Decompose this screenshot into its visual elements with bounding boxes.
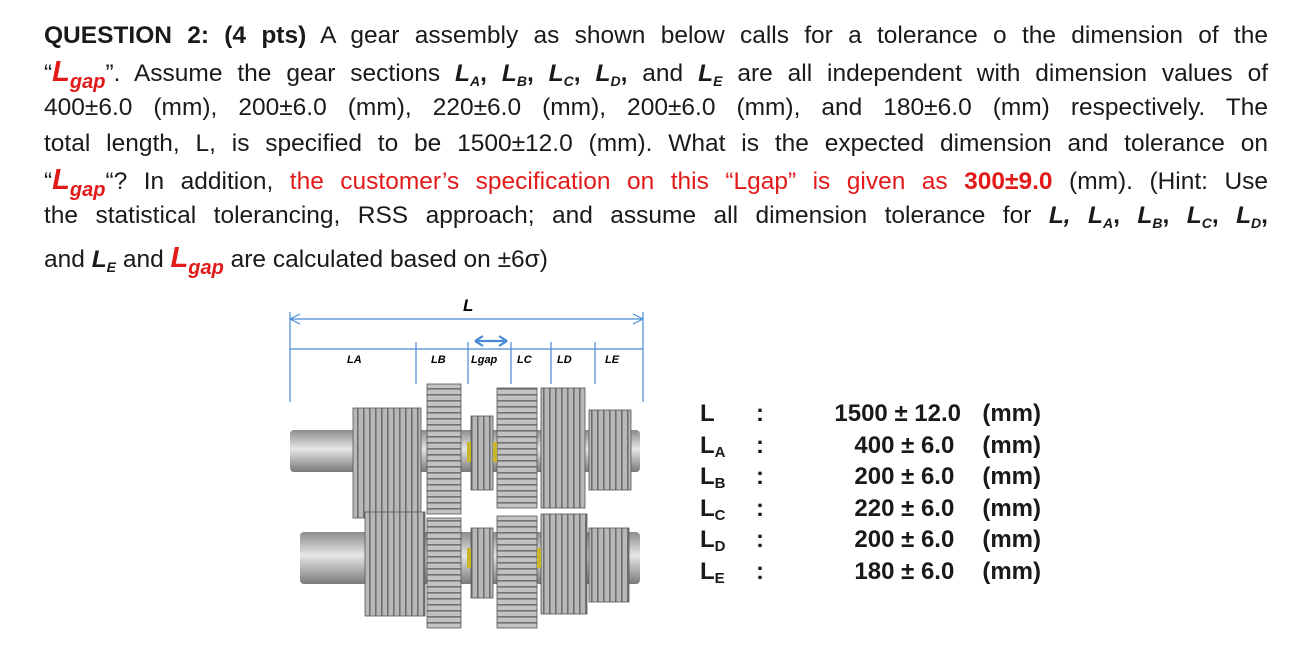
dimension-name: $L_B$	[700, 463, 726, 492]
segment-labels	[347, 354, 620, 366]
question-line-5: “$L_{gap}“$? In addition, the customer’s specification on this “Lgap” is given as 300±9.0 (mm). (Hint: Use	[44, 164, 1269, 201]
svg-text:LB: LB	[431, 354, 446, 366]
dimension-value: 180 ± 6.0	[854, 557, 961, 585]
dimension-colon: :	[756, 526, 764, 553]
dimension-value: 220 ± 6.0	[854, 494, 961, 522]
customer-spec-text: the customer’s specification on this “Lgap” is given as	[289, 168, 948, 195]
question-line-4: total length, L, is specified to be 1500±12.0 (mm). What is the expected dimension and tolerance on	[44, 130, 1268, 157]
dimension-unit: (mm)	[982, 526, 1041, 553]
dimension-value: 200 ± 6.0	[854, 463, 961, 490]
question-line-2: “$L_{gap}$”. Assume the gear sections $L_A$, $L_B$, $L_C$, $L_D$, and $L_E$ are all independent with dimension values of	[44, 56, 1268, 93]
dimension-row	[700, 430, 1041, 462]
dimension-value: 1500 ± 12.0	[834, 400, 961, 427]
lgap-symbol: $L_{gap}$	[52, 56, 106, 93]
gear-assembly-figure	[285, 292, 665, 642]
question-label: QUESTION 2: (4 pts)	[44, 22, 307, 49]
total-length-label: L	[463, 296, 474, 315]
dimension-colon: :	[756, 400, 764, 427]
svg-text:LE: LE	[605, 354, 620, 366]
question-line-1: QUESTION 2: (4 pts) A gear assembly as shown below calls for a tolerance o the dimension of the	[44, 22, 1268, 49]
svg-text:Lgap: Lgap	[471, 354, 498, 366]
dimension-name: L	[700, 400, 715, 427]
dimension-name: $L_C$	[700, 494, 726, 524]
svg-text:LA: LA	[347, 354, 362, 366]
dimension-name: $L_A$	[700, 431, 726, 461]
shafts	[290, 430, 640, 584]
svg-text:LD: LD	[557, 354, 572, 366]
dimension-row	[700, 461, 1041, 493]
dimension-value: 200 ± 6.0	[854, 526, 961, 553]
question-line-7: and $L_E$ and $L_{gap}$ are calculated based on ±6σ)	[44, 242, 548, 279]
dimension-row	[700, 556, 1041, 588]
upper-gears	[353, 384, 631, 518]
dimension-name: $L_D$	[700, 526, 726, 555]
dimension-row	[700, 398, 1041, 430]
dimension-colon: :	[756, 431, 764, 459]
dimension-table	[700, 398, 1041, 587]
lower-gears	[365, 512, 629, 628]
dimension-unit: (mm)	[982, 400, 1041, 427]
question-line-6: the statistical tolerancing, RSS approach; and assume all dimension tolerance for L, $L_A$, $L_B$, $L_C$, $L_D$,	[44, 202, 1268, 231]
spec-value: 300±9.0	[964, 168, 1053, 195]
dimension-row	[700, 493, 1041, 525]
dimension-row	[700, 524, 1041, 556]
dimension-unit: (mm)	[982, 463, 1041, 490]
dimension-name: $L_E$	[700, 557, 725, 587]
dimension-colon: :	[756, 494, 764, 522]
dimension-lines	[290, 312, 643, 402]
dimension-colon: :	[756, 557, 764, 585]
question-line-3: 400±6.0 (mm), 200±6.0 (mm), 220±6.0 (mm), 200±6.0 (mm), and 180±6.0 (mm) respectively. The	[44, 94, 1268, 121]
dimension-unit: (mm)	[982, 494, 1041, 522]
dimension-value: 400 ± 6.0	[854, 431, 961, 459]
dimension-unit: (mm)	[982, 557, 1041, 585]
dimension-colon: :	[756, 463, 764, 490]
dimension-unit: (mm)	[982, 431, 1041, 459]
question-text	[44, 18, 1269, 279]
svg-text:LC: LC	[517, 354, 532, 366]
